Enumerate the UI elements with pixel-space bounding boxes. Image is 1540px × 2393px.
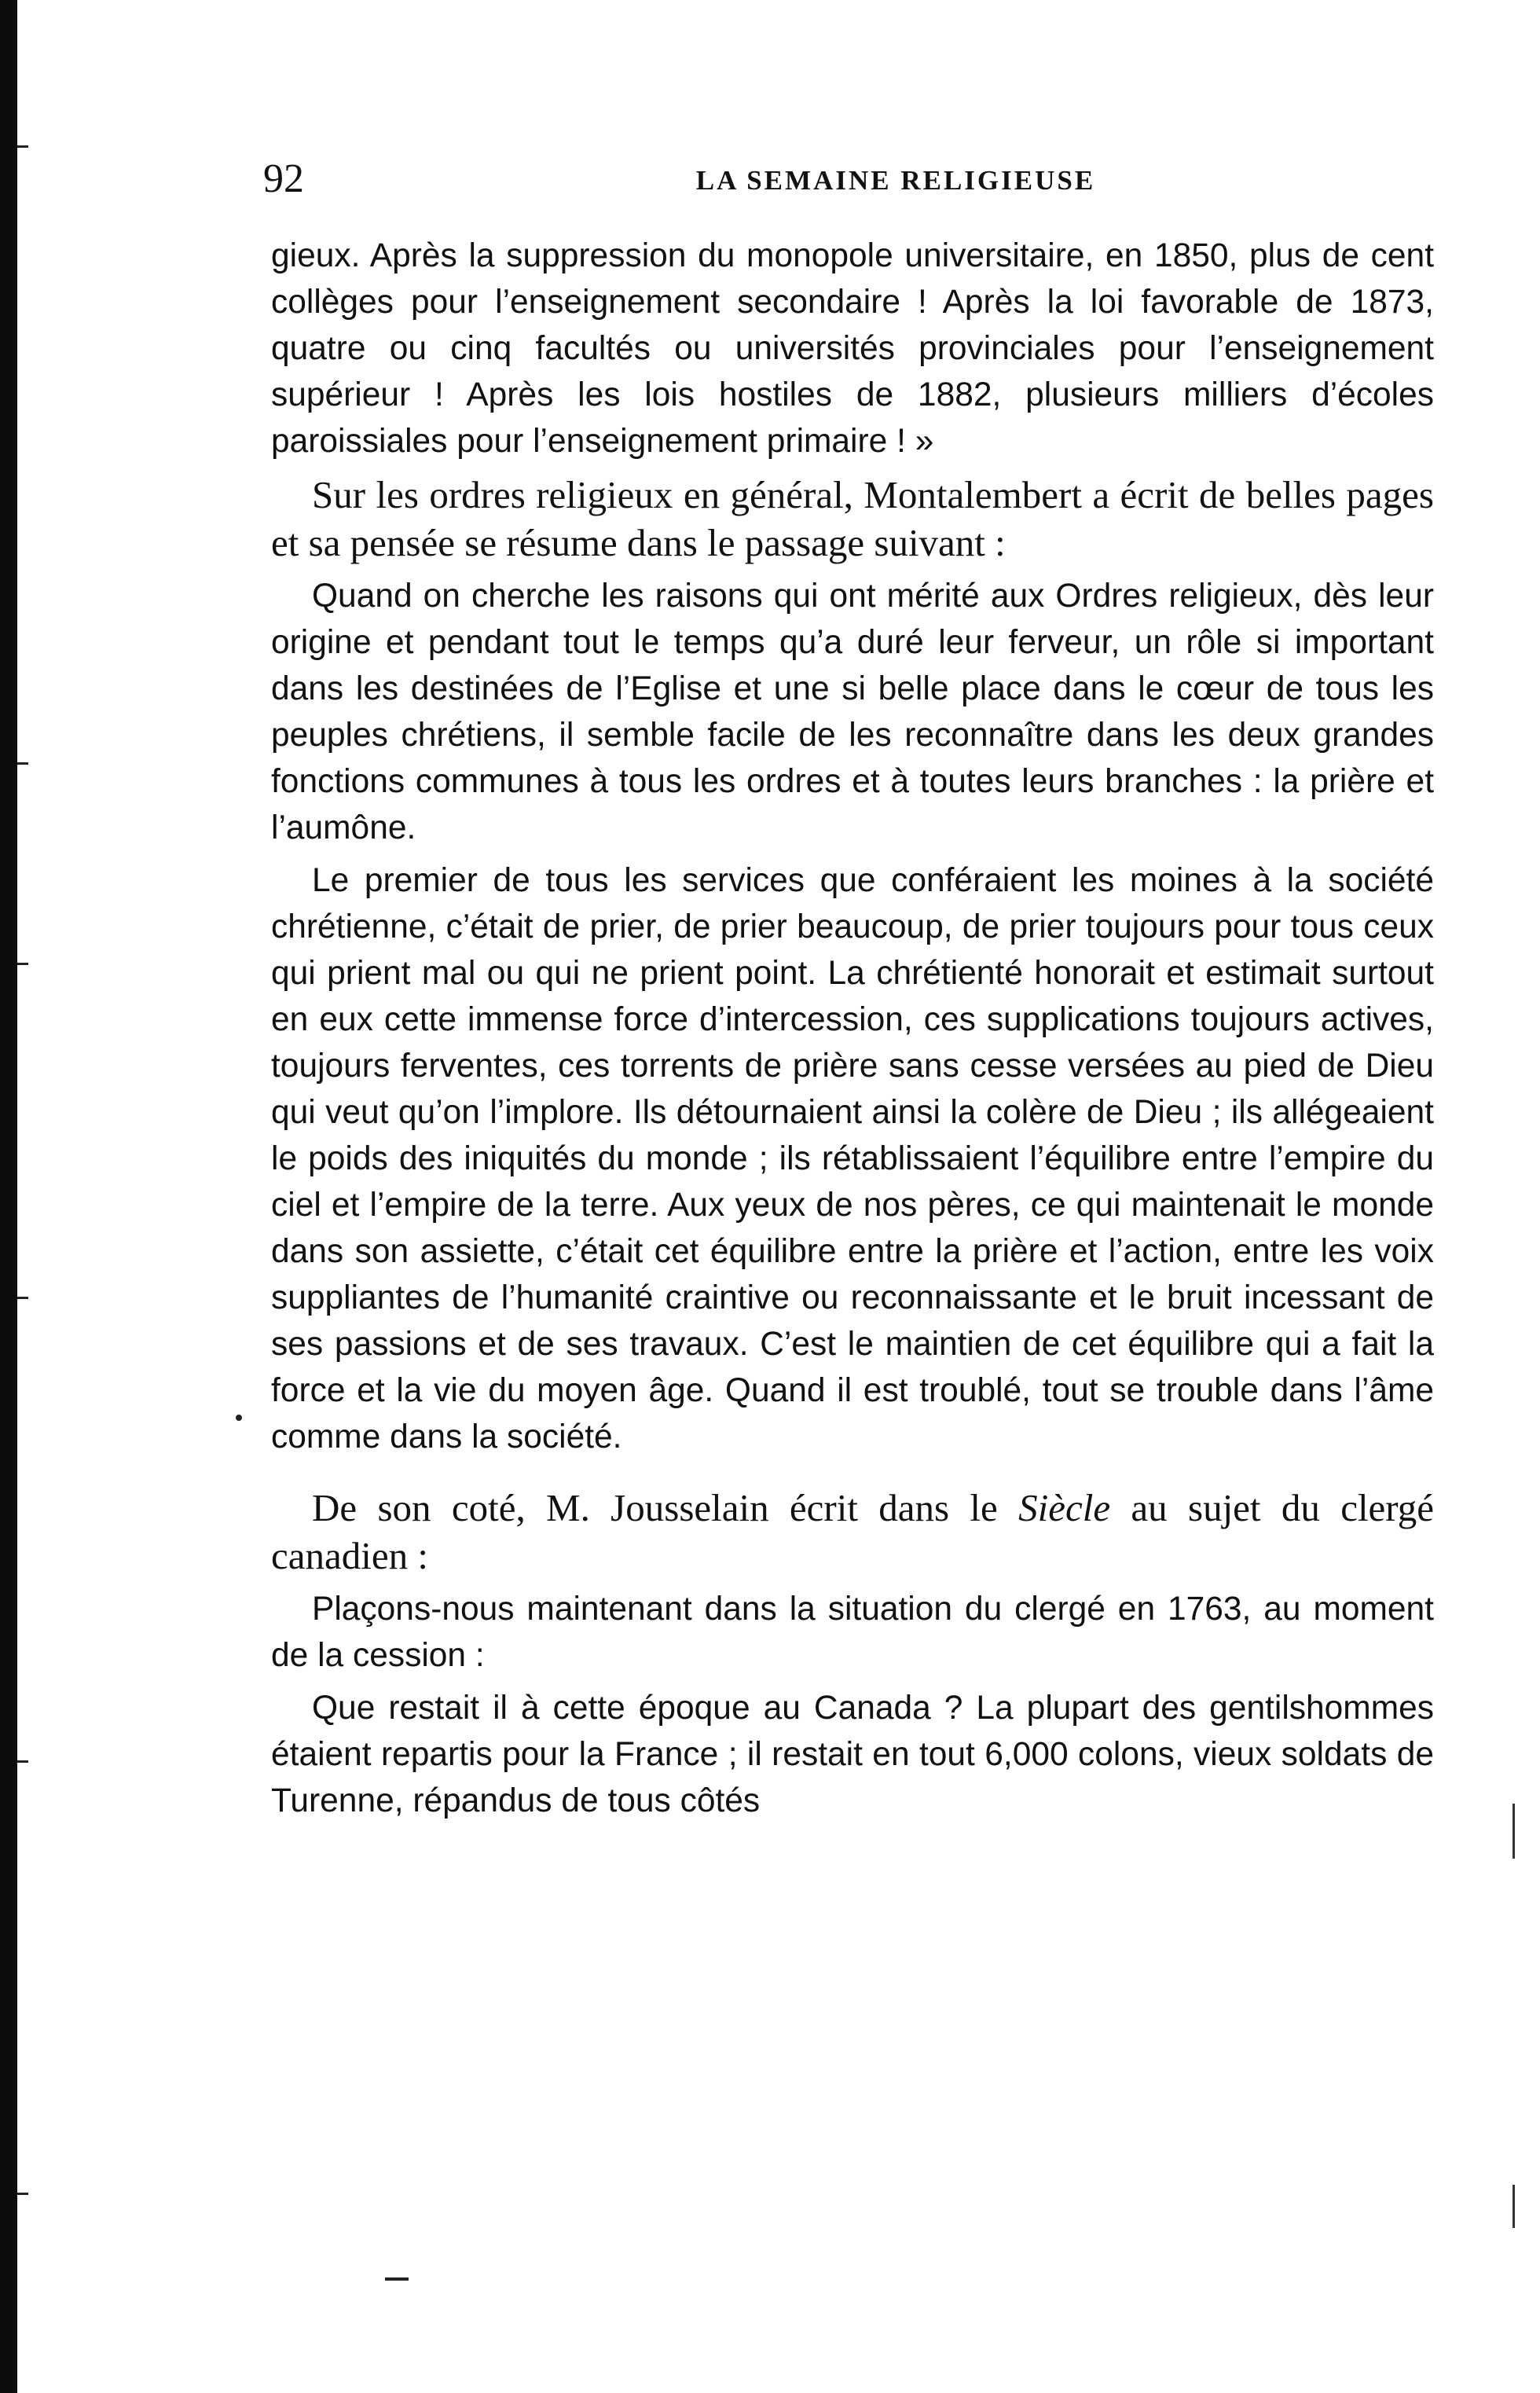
paragraph-jousselain-intro [271, 1484, 1434, 1580]
quotation-paragraph: Le premier de tous les services que conféraient les moines à la société chrétienne, c’était de prier, de prier beaucoup, de prier toujours pour tous ceux qui prient mal ou qui ne prient point. La chrétienté honorait et estimait surtout en eux cette immense force d’intercession, ces supplications toujours actives, toujours ferventes, ces torrents de prière sans cesse versées au pied de Dieu qui veut qu’on l’implore. Ils détournaient ainsi la colère de Dieu ; ils allégeaient le poids des iniquités du monde ; ils rétablissaient l’équilibre entre l’empire du ciel et l’empire de la terre. Aux yeux de nos pères, ce qui maintenait le monde dans son assiette, c’était cet équilibre entre la prière et l’action, entre les voix suppliantes de l’humanité craintive ou reconnaissante et le bruit incessant de ses passions et de ses travaux. C’est le maintien de cet équilibre qui a fait la force et la vie du moyen âge. Quand il est troublé, tout se trouble dans l’âme comme dans la société. [271, 862, 1434, 1455]
quotation-paragraph: Plaçons-nous maintenant dans la situation du clergé en 1763, au moment de la cession : [271, 1591, 1434, 1674]
scan-bottom-mark [385, 2277, 409, 2281]
scan-speck [236, 1415, 242, 1421]
scan-edge-mark [17, 1297, 28, 1299]
scan-binding-edge [0, 0, 17, 2393]
scan-edge-mark [1512, 1804, 1515, 1859]
scan-edge-mark [17, 963, 28, 965]
scan-edge-mark [1512, 2185, 1515, 2228]
running-head [263, 148, 1434, 203]
montalembert-quotation [271, 573, 1434, 1460]
body-text [271, 233, 1434, 1824]
scan-edge-mark [17, 145, 28, 148]
running-title: LA SEMAINE RELIGIEUSE [695, 165, 1096, 196]
jousselain-quotation [271, 1586, 1434, 1824]
quotation-paragraph: Que restait il à cette époque au Canada ? La plupart des gentilshommes étaient repartis pour la France ; il restait en tout 6,000 colons, vieux soldats de Turenne, répandus de tous côtés [271, 1690, 1434, 1819]
quotation-paragraph: Quand on cherche les raisons qui ont mérité aux Ordres religieux, dès leur origine et pendant tout le temps qu’a duré leur ferveur, un rôle si important dans les destinées de l’Eglise et une si belle place dans le cœur de tous les peuples chrétiens, il semble facile de les reconnaître dans les deux grandes fonctions communes à tous les ordres et à toutes leurs branches : la prière et l’aumône. [271, 578, 1434, 846]
page-number: 92 [263, 156, 304, 201]
paragraph-montalembert-intro: Sur les ordres religieux en général, Montalembert a écrit de belles pages et sa pensée se résume dans le passage suivant : [271, 473, 1434, 564]
book-page [263, 148, 1434, 1824]
paragraph-continuation: gieux. Après la suppression du monopole universitaire, en 1850, plus de cent collèges pour l’enseignement secondaire ! Après la loi favorable de 1873, quatre ou cinq facultés ou universités provinciales pour l’enseignement supérieur ! Après les lois hostiles de 1882, plusieurs milliers d’écoles paroissiales pour l’enseignement primaire ! » [271, 237, 1434, 460]
journal-title-siecle: Siècle [1018, 1486, 1111, 1529]
scan-edge-mark [17, 2193, 28, 2195]
jousselain-text-after: au sujet du clergé canadien : [271, 1486, 1434, 1577]
jousselain-text-before: De son coté, M. Jousselain écrit dans le [312, 1486, 1019, 1529]
scan-edge-mark [17, 1760, 28, 1763]
scan-edge-mark [17, 762, 28, 765]
